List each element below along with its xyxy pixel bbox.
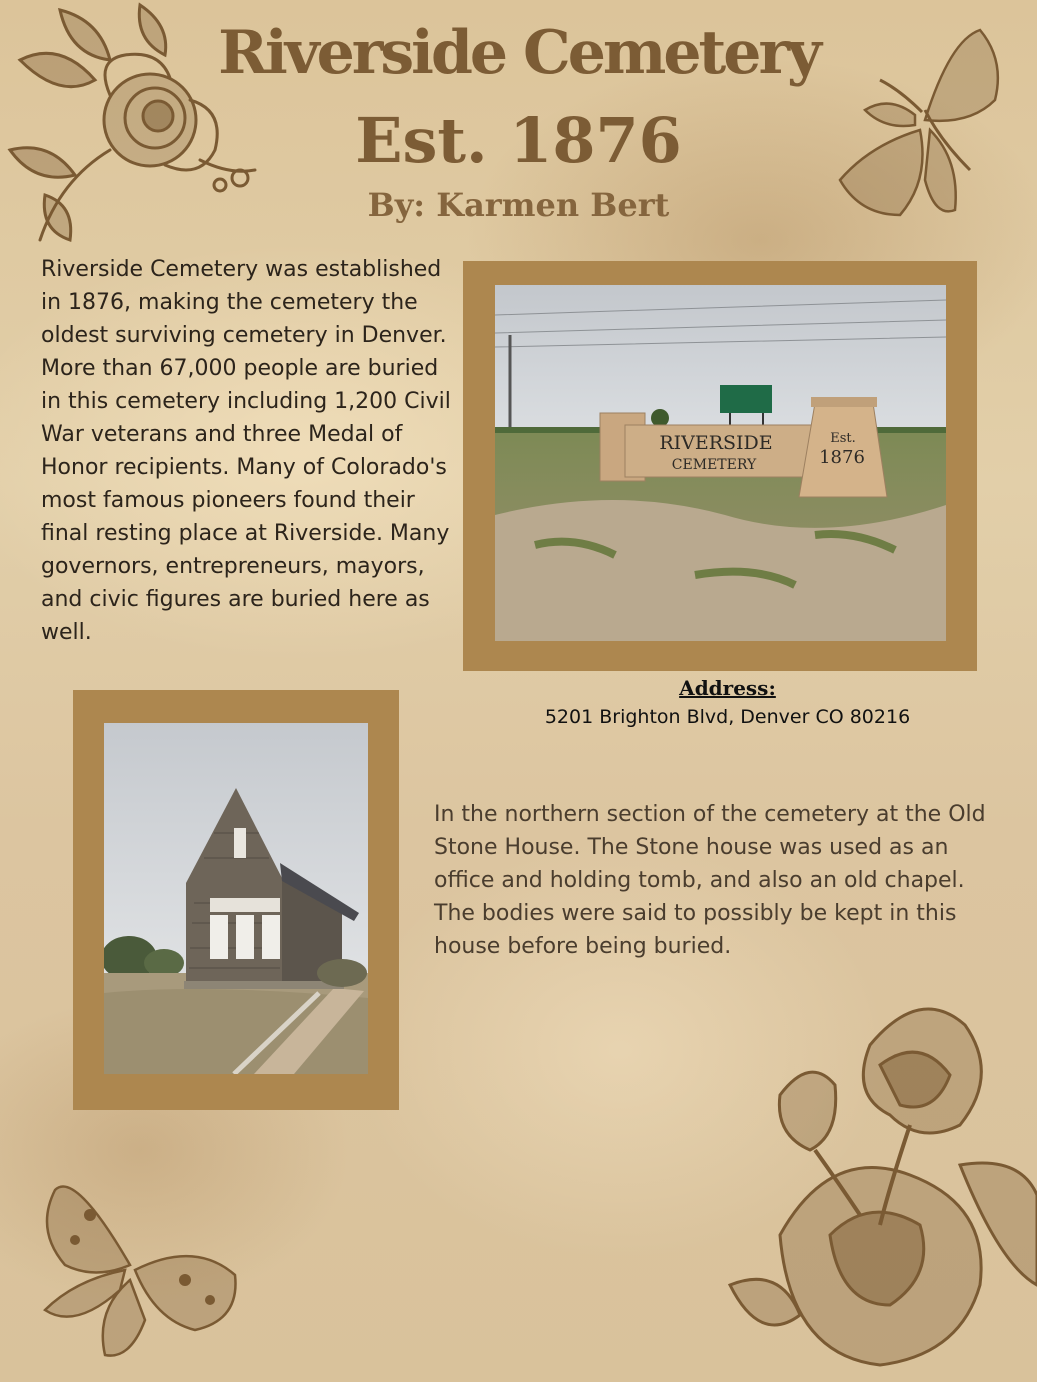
sign-text-cemetery: CEMETERY: [671, 457, 757, 473]
author-byline: By: Karmen Bert: [367, 186, 670, 224]
pillar-text-year: 1876: [819, 447, 865, 468]
poppy-illustration-bottom-right: [720, 985, 1037, 1382]
pillar-text-est: Est.: [830, 431, 856, 446]
stone-house-paragraph: In the northern section of the cemetery at the Old Stone House. The Stone house was used as an office and holding tomb, and also an old chapel. The bodies were said to possibly be kept in this house before being buried.: [434, 802, 986, 959]
intro-paragraph: Riverside Cemetery was established in 1876, making the cemetery the oldest surviving cemetery in Denver. More than 67,000 people are buried in this cemetery including 1,200 Civil War veterans and three Medal of Honor recipients. Many of Colorado's most famous pioneers found their final resting place at Riverside. Many governors, entrepreneurs, mayors, and civic figures are buried here as well.: [41, 257, 451, 645]
page-title: Riverside Cemetery: [218, 18, 819, 88]
sign-text-riverside: RIVERSIDE: [659, 432, 773, 454]
cemetery-sign-photo: [495, 285, 946, 641]
moth-illustration-bottom-left: [35, 1170, 245, 1365]
address-label: Address:: [679, 676, 776, 700]
address-value: 5201 Brighton Blvd, Denver CO 80216: [544, 706, 911, 728]
established-heading: Est. 1876: [355, 104, 682, 177]
stone-house-photo: [104, 723, 368, 1074]
